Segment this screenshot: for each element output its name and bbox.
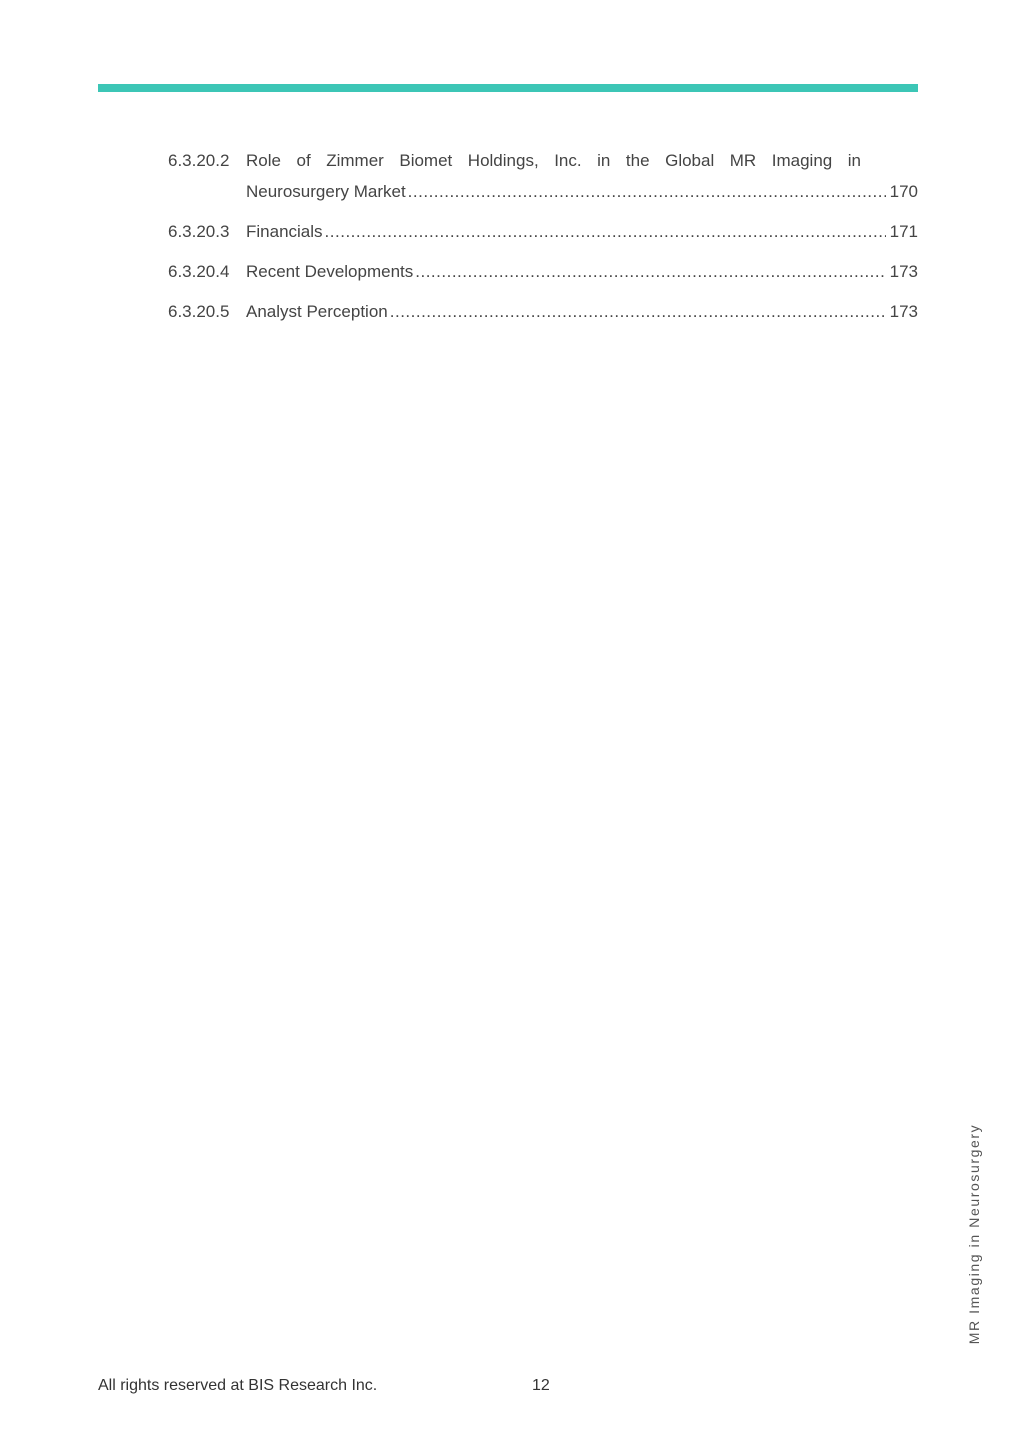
toc-entry-page: 171 bbox=[889, 222, 918, 241]
toc-entry-title: Financials bbox=[246, 222, 323, 241]
toc-entry-6-3-20-3[interactable] bbox=[168, 216, 918, 247]
toc-entry-6-3-20-4[interactable] bbox=[168, 256, 918, 287]
toc-entry-title: Analyst Perception bbox=[246, 302, 388, 321]
toc-entry-number: 6.3.20.4 bbox=[168, 262, 230, 281]
toc-entry-number: 6.3.20.5 bbox=[168, 302, 230, 321]
toc-dot-leader bbox=[415, 256, 885, 287]
toc-entry-6-3-20-5[interactable] bbox=[168, 296, 918, 327]
footer-page-number: 12 bbox=[532, 1377, 550, 1394]
toc-entry-number: 6.3.20.2 bbox=[168, 151, 230, 170]
table-of-contents bbox=[168, 145, 918, 327]
toc-dot-leader bbox=[408, 176, 886, 207]
toc-dot-leader bbox=[325, 216, 886, 247]
toc-entry-number: 6.3.20.3 bbox=[168, 222, 230, 241]
header-accent-bar bbox=[98, 84, 918, 92]
side-report-title: MR Imaging in Neurosurgery bbox=[966, 1123, 982, 1345]
toc-entry-title: Recent Developments bbox=[246, 262, 414, 281]
toc-entry-6-3-20-2[interactable] bbox=[168, 145, 918, 207]
toc-entry-title-line2: Neurosurgery Market bbox=[246, 182, 406, 201]
toc-entry-title-line1: Role of Zimmer Biomet Holdings, Inc. in the Global MR Imaging in bbox=[246, 151, 861, 170]
toc-entry-page: 170 bbox=[889, 182, 918, 201]
toc-entry-page: 173 bbox=[889, 302, 918, 321]
toc-dot-leader bbox=[390, 296, 886, 327]
footer-copyright: All rights reserved at BIS Research Inc. bbox=[98, 1377, 378, 1394]
toc-entry-page: 173 bbox=[889, 262, 918, 281]
